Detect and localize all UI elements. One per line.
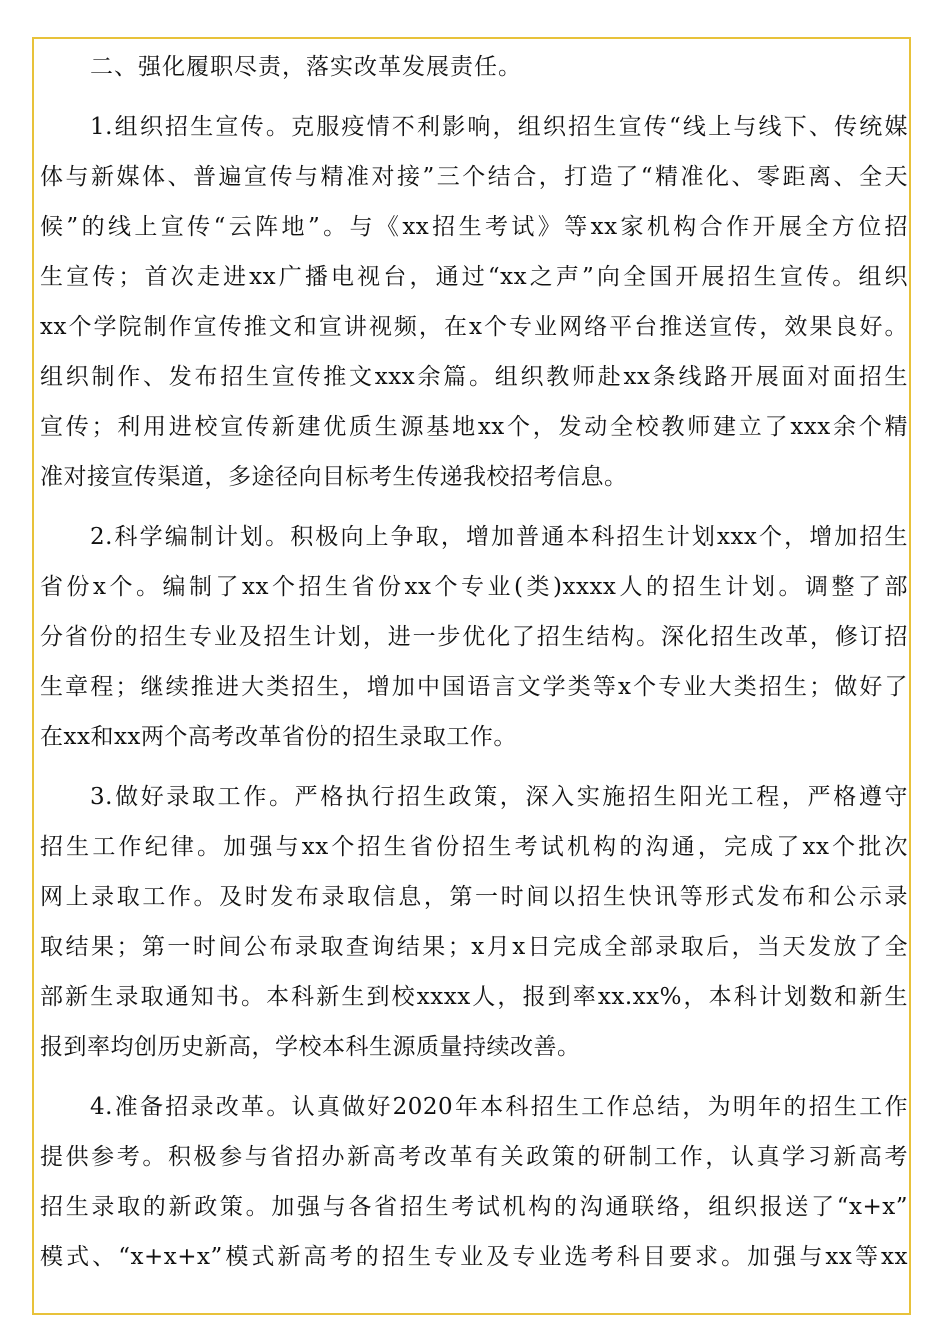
text-line: 2.科学编制计划。积极向上争取，增加普通本科招生计划xxx个，增加招生: [90, 524, 908, 550]
text-line: 1.组织招生宣传。克服疫情不利影响，组织招生宣传“线上与线下、传统媒: [90, 114, 908, 140]
text-line: 准对接宣传渠道，多途径向目标考生传递我校招考信息。: [40, 464, 628, 490]
text-line: 组织制作、发布招生宣传推文xxx余篇。组织教师赴xx条线路开展面对面招生: [40, 364, 908, 390]
text-line: xx个学院制作宣传推文和宣讲视频，在x个专业网络平台推送宣传，效果良好。: [40, 314, 908, 340]
text-line: 报到率均创历史新高，学校本科生源质量持续改善。: [40, 1034, 581, 1060]
text-line: 宣传；利用进校宣传新建优质生源基地xx个，发动全校教师建立了xxx余个精: [40, 414, 908, 440]
text-line: 招生录取的新政策。加强与各省招生考试机构的沟通联络，组织报送了“x+x”: [40, 1194, 908, 1220]
text-line: 模式、“x+x+x”模式新高考的招生专业及专业选考科目要求。加强与xx等xx: [40, 1244, 908, 1270]
section-heading: 二、强化履职尽责，落实改革发展责任。: [90, 54, 522, 80]
text-line: 4.准备招录改革。认真做好2020年本科招生工作总结，为明年的招生工作: [90, 1094, 908, 1120]
document-body: [40, 42, 908, 1282]
text-line: 提供参考。积极参与省招办新高考改革有关政策的研制工作，认真学习新高考: [40, 1144, 908, 1170]
text-line: 3.做好录取工作。严格执行招生政策，深入实施招生阳光工程，严格遵守: [90, 784, 908, 810]
text-line: 候”的线上宣传“云阵地”。与《xx招生考试》等xx家机构合作开展全方位招: [40, 214, 908, 240]
paragraph-4: [40, 1082, 908, 1282]
text-line: 生章程；继续推进大类招生，增加中国语言文学类等x个专业大类招生；做好了: [40, 674, 908, 700]
text-line: 分省份的招生专业及招生计划，进一步优化了招生结构。深化招生改革，修订招: [40, 624, 908, 650]
text-line: 招生工作纪律。加强与xx个招生省份招生考试机构的沟通，完成了xx个批次: [40, 834, 908, 860]
text-line: 体与新媒体、普遍宣传与精准对接”三个结合，打造了“精准化、零距离、全天: [40, 164, 908, 190]
paragraph-3: [40, 772, 908, 1072]
paragraph-list: [40, 102, 908, 1282]
text-line: 在xx和xx两个高考改革省份的招生录取工作。: [40, 724, 517, 750]
text-line: 生宣传；首次走进xx广播电视台，通过“xx之声”向全国开展招生宣传。组织: [40, 264, 908, 290]
text-line: 网上录取工作。及时发布录取信息，第一时间以招生快讯等形式发布和公示录: [40, 884, 908, 910]
text-line: 取结果；第一时间公布录取查询结果；x月x日完成全部录取后，当天发放了全: [40, 934, 908, 960]
text-line: 省份x个。编制了xx个招生省份xx个专业(类)xxxx人的招生计划。调整了部: [40, 574, 908, 600]
paragraph-1: [40, 102, 908, 502]
paragraph-2: [40, 512, 908, 762]
text-line: 部新生录取通知书。本科新生到校xxxx人，报到率xx.xx%，本科计划数和新生: [40, 984, 908, 1010]
